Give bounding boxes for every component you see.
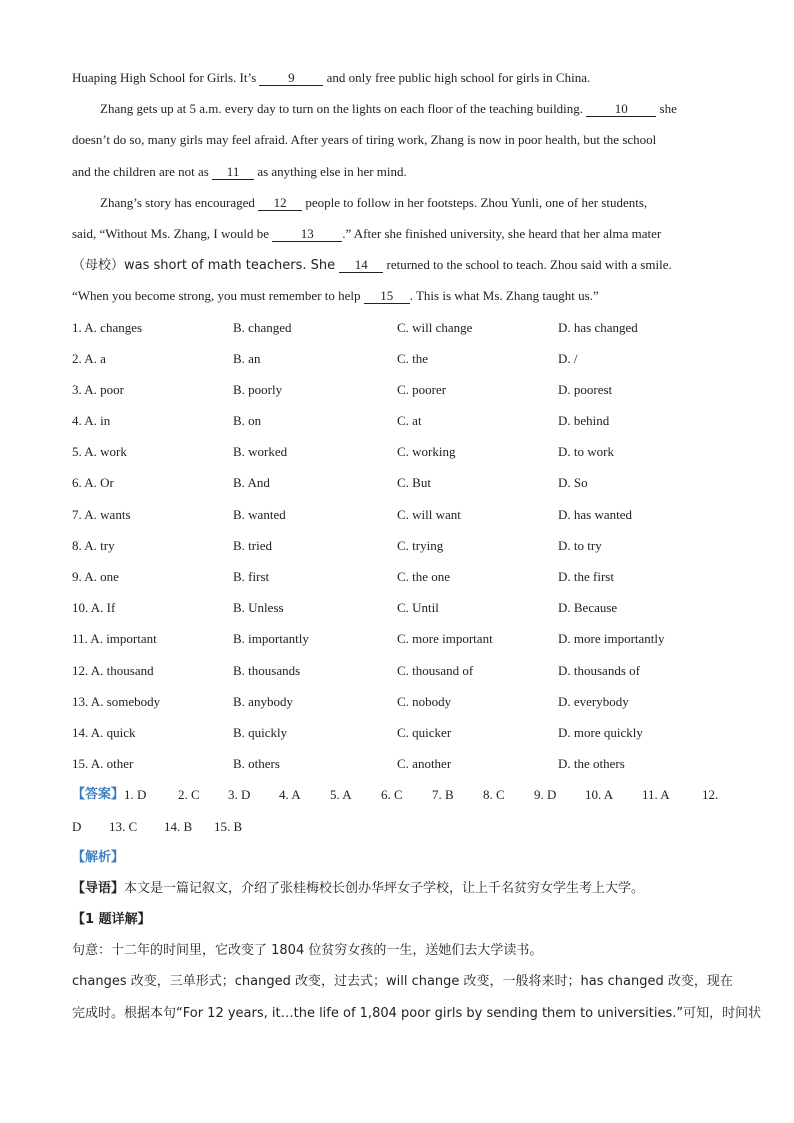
passage-line	[72, 249, 722, 280]
option-b: B. quickly	[233, 724, 288, 740]
question-row	[72, 499, 722, 530]
q1-label: 【1 题详解】	[72, 912, 151, 928]
q1-meaning	[72, 935, 722, 966]
option-d: D. has wanted	[558, 506, 633, 522]
option-a: 10. A. If	[72, 600, 116, 616]
blank-9: 9	[259, 71, 323, 86]
q1-meaning-text: 句意：十二年的时间里，它改变了 1804 位贫穷女孩的一生，送她们去大学读书。	[72, 943, 543, 959]
option-a: 12. A. thousand	[72, 662, 154, 678]
answer-item: 5. A	[330, 787, 352, 803]
passage-text: and the children are not as	[72, 163, 213, 179]
option-c: C. poorer	[397, 381, 447, 397]
passage-line	[72, 187, 722, 218]
blank-13: 13	[272, 227, 342, 242]
guide-line	[72, 873, 722, 904]
answer-item: 1. D	[124, 787, 147, 803]
option-a: 11. A. important	[72, 631, 157, 647]
q1-heading	[72, 904, 722, 935]
options-list	[72, 312, 722, 780]
answer-item: 3. D	[228, 787, 251, 803]
guide-label: 【导语】	[72, 880, 125, 896]
option-a: 6. A. Or	[72, 475, 114, 491]
passage-text: . This is what Ms. Zhang taught us.”	[409, 288, 599, 304]
blank-12: 12	[258, 196, 302, 211]
option-b: B. Unless	[233, 600, 284, 616]
option-d: D. more quickly	[558, 724, 643, 740]
passage-text: she	[656, 101, 677, 117]
blank-15: 15	[364, 289, 410, 304]
option-a: 15. A. other	[72, 756, 134, 772]
option-c: C. quicker	[397, 724, 452, 740]
q1-explanation-line	[72, 966, 733, 997]
blank-14: 14	[339, 258, 383, 273]
option-c: C. But	[397, 475, 431, 491]
answer-item: 4. A	[279, 787, 301, 803]
option-b: B. poorly	[233, 381, 283, 397]
option-c: C. will change	[397, 319, 473, 335]
question-row	[72, 343, 722, 374]
answer-item: 12.	[702, 787, 719, 803]
question-row	[72, 748, 722, 779]
answer-item: 11. A	[642, 787, 670, 803]
passage-text: Zhang’s story has encouraged	[100, 194, 259, 210]
answer-key-line	[72, 811, 722, 842]
passage-text: Huaping High School for Girls. It’s	[72, 70, 260, 85]
passage-text: Zhang gets up at 5 a.m. every day to turn on the lights on each floor of the teaching building.	[100, 101, 587, 117]
option-c: C. nobody	[397, 693, 452, 709]
question-row	[72, 686, 722, 717]
passage-line	[72, 280, 722, 311]
option-d: D. So	[558, 475, 588, 491]
option-c: C. thousand of	[397, 662, 474, 678]
option-a: 4. A. in	[72, 413, 111, 429]
option-d: D. everybody	[558, 693, 629, 709]
option-a: 1. A. changes	[72, 319, 143, 335]
q1-explanation-text: 完成时。根据本句“For 12 years, it…the life of 1,804 poor girls by sending them to universities.”可知，时间状	[72, 1005, 762, 1021]
document-page	[72, 62, 762, 1029]
answer-key-line	[72, 779, 722, 810]
option-c: C. working	[397, 444, 456, 460]
option-d: D. thousands of	[558, 662, 640, 678]
option-b: B. And	[233, 475, 270, 491]
answer-item: 2. C	[178, 787, 200, 803]
option-b: B. anybody	[233, 693, 293, 709]
question-row	[72, 530, 722, 561]
passage-text: returned to the school to teach. Zhou said with a smile.	[383, 257, 672, 273]
option-b: B. first	[233, 569, 270, 584]
answer-item: 13. C	[109, 818, 138, 834]
option-d: D. Because	[558, 600, 618, 616]
option-a: 2. A. a	[72, 350, 106, 366]
q1-explanation-text: changes 改变，三单形式；changed 改变，过去式；will change 改变，一般将来时；has changed 改变，现在	[72, 974, 733, 990]
option-d: D. /	[558, 350, 578, 366]
option-a: 9. A. one	[72, 569, 119, 584]
passage-text: said, “Without Ms. Zhang, I would be	[72, 225, 273, 241]
question-row	[72, 561, 722, 592]
answer-item: 10. A	[585, 787, 614, 803]
question-row	[72, 312, 722, 343]
option-a: 7. A. wants	[72, 506, 131, 522]
passage-line	[72, 218, 722, 249]
option-d: D. has changed	[558, 319, 638, 335]
question-row	[72, 467, 722, 498]
passage-text: and only free public high school for girls in China.	[323, 70, 591, 85]
passage-text: doesn’t do so, many girls may feel afraid. After years of tiring work, Zhang is now in poor health, but the school	[72, 132, 657, 148]
option-b: B. tried	[233, 537, 272, 553]
option-a: 8. A. try	[72, 537, 115, 553]
option-c: C. trying	[397, 537, 444, 553]
option-b: B. changed	[233, 319, 292, 335]
option-a: 13. A. somebody	[72, 693, 161, 709]
answer-item: 15. B	[214, 818, 243, 834]
option-b: B. others	[233, 756, 280, 772]
passage-text: .” After she finished university, she heard that her alma mater	[342, 225, 662, 241]
option-d: D. the first	[558, 569, 614, 584]
answer-item: 9. D	[534, 787, 557, 803]
passage-line	[72, 124, 722, 155]
analysis-label: 【解析】	[72, 849, 125, 865]
option-d: D. the others	[558, 756, 625, 772]
passage-text: as anything else in her mind.	[254, 163, 407, 179]
answer-item: 7. B	[432, 787, 454, 803]
passage-text: “When you become strong, you must remember to help	[72, 288, 364, 304]
option-d: D. more importantly	[558, 631, 665, 647]
question-row	[72, 717, 722, 748]
question-row	[72, 436, 722, 467]
passage-text: （母校）was short of math teachers. She	[72, 258, 340, 274]
option-c: C. the	[397, 350, 429, 366]
passage-line	[72, 156, 722, 187]
option-c: C. another	[397, 756, 452, 772]
question-row	[72, 405, 722, 436]
passage-line	[72, 62, 722, 93]
option-c: C. at	[397, 413, 422, 429]
option-c: C. Until	[397, 600, 439, 616]
answer-item: 8. C	[483, 787, 505, 803]
q1-explanation-line	[72, 998, 762, 1029]
option-d: D. to work	[558, 444, 614, 460]
option-d: D. behind	[558, 413, 610, 429]
option-c: C. the one	[397, 569, 451, 584]
option-a: 5. A. work	[72, 444, 127, 460]
question-row	[72, 592, 722, 623]
answer-item: D	[72, 818, 82, 834]
option-b: B. worked	[233, 444, 288, 460]
analysis-heading	[72, 842, 722, 873]
blank-10: 10	[586, 102, 656, 117]
question-row	[72, 374, 722, 405]
answer-item: 14. B	[164, 818, 193, 834]
option-d: D. poorest	[558, 381, 613, 397]
answer-item: 6. C	[381, 787, 403, 803]
guide-text: 本文是一篇记叙文，介绍了张桂梅校长创办华坪女子学校，让上千名贫穷女学生考上大学。	[124, 880, 645, 896]
passage-line	[72, 93, 722, 124]
question-row	[72, 655, 722, 686]
option-c: C. more important	[397, 631, 493, 647]
option-b: B. thousands	[233, 662, 301, 678]
option-c: C. will want	[397, 506, 461, 522]
option-b: B. wanted	[233, 506, 286, 522]
option-a: 14. A. quick	[72, 724, 136, 740]
answer-label: 【答案】	[72, 787, 125, 803]
question-row	[72, 623, 722, 654]
option-d: D. to try	[558, 537, 602, 553]
passage-text: people to follow in her footsteps. Zhou Yunli, one of her students,	[302, 194, 648, 210]
option-a: 3. A. poor	[72, 381, 124, 397]
option-b: B. an	[233, 350, 261, 366]
option-b: B. on	[233, 413, 262, 429]
option-b: B. importantly	[233, 631, 309, 647]
blank-11: 11	[212, 165, 254, 180]
